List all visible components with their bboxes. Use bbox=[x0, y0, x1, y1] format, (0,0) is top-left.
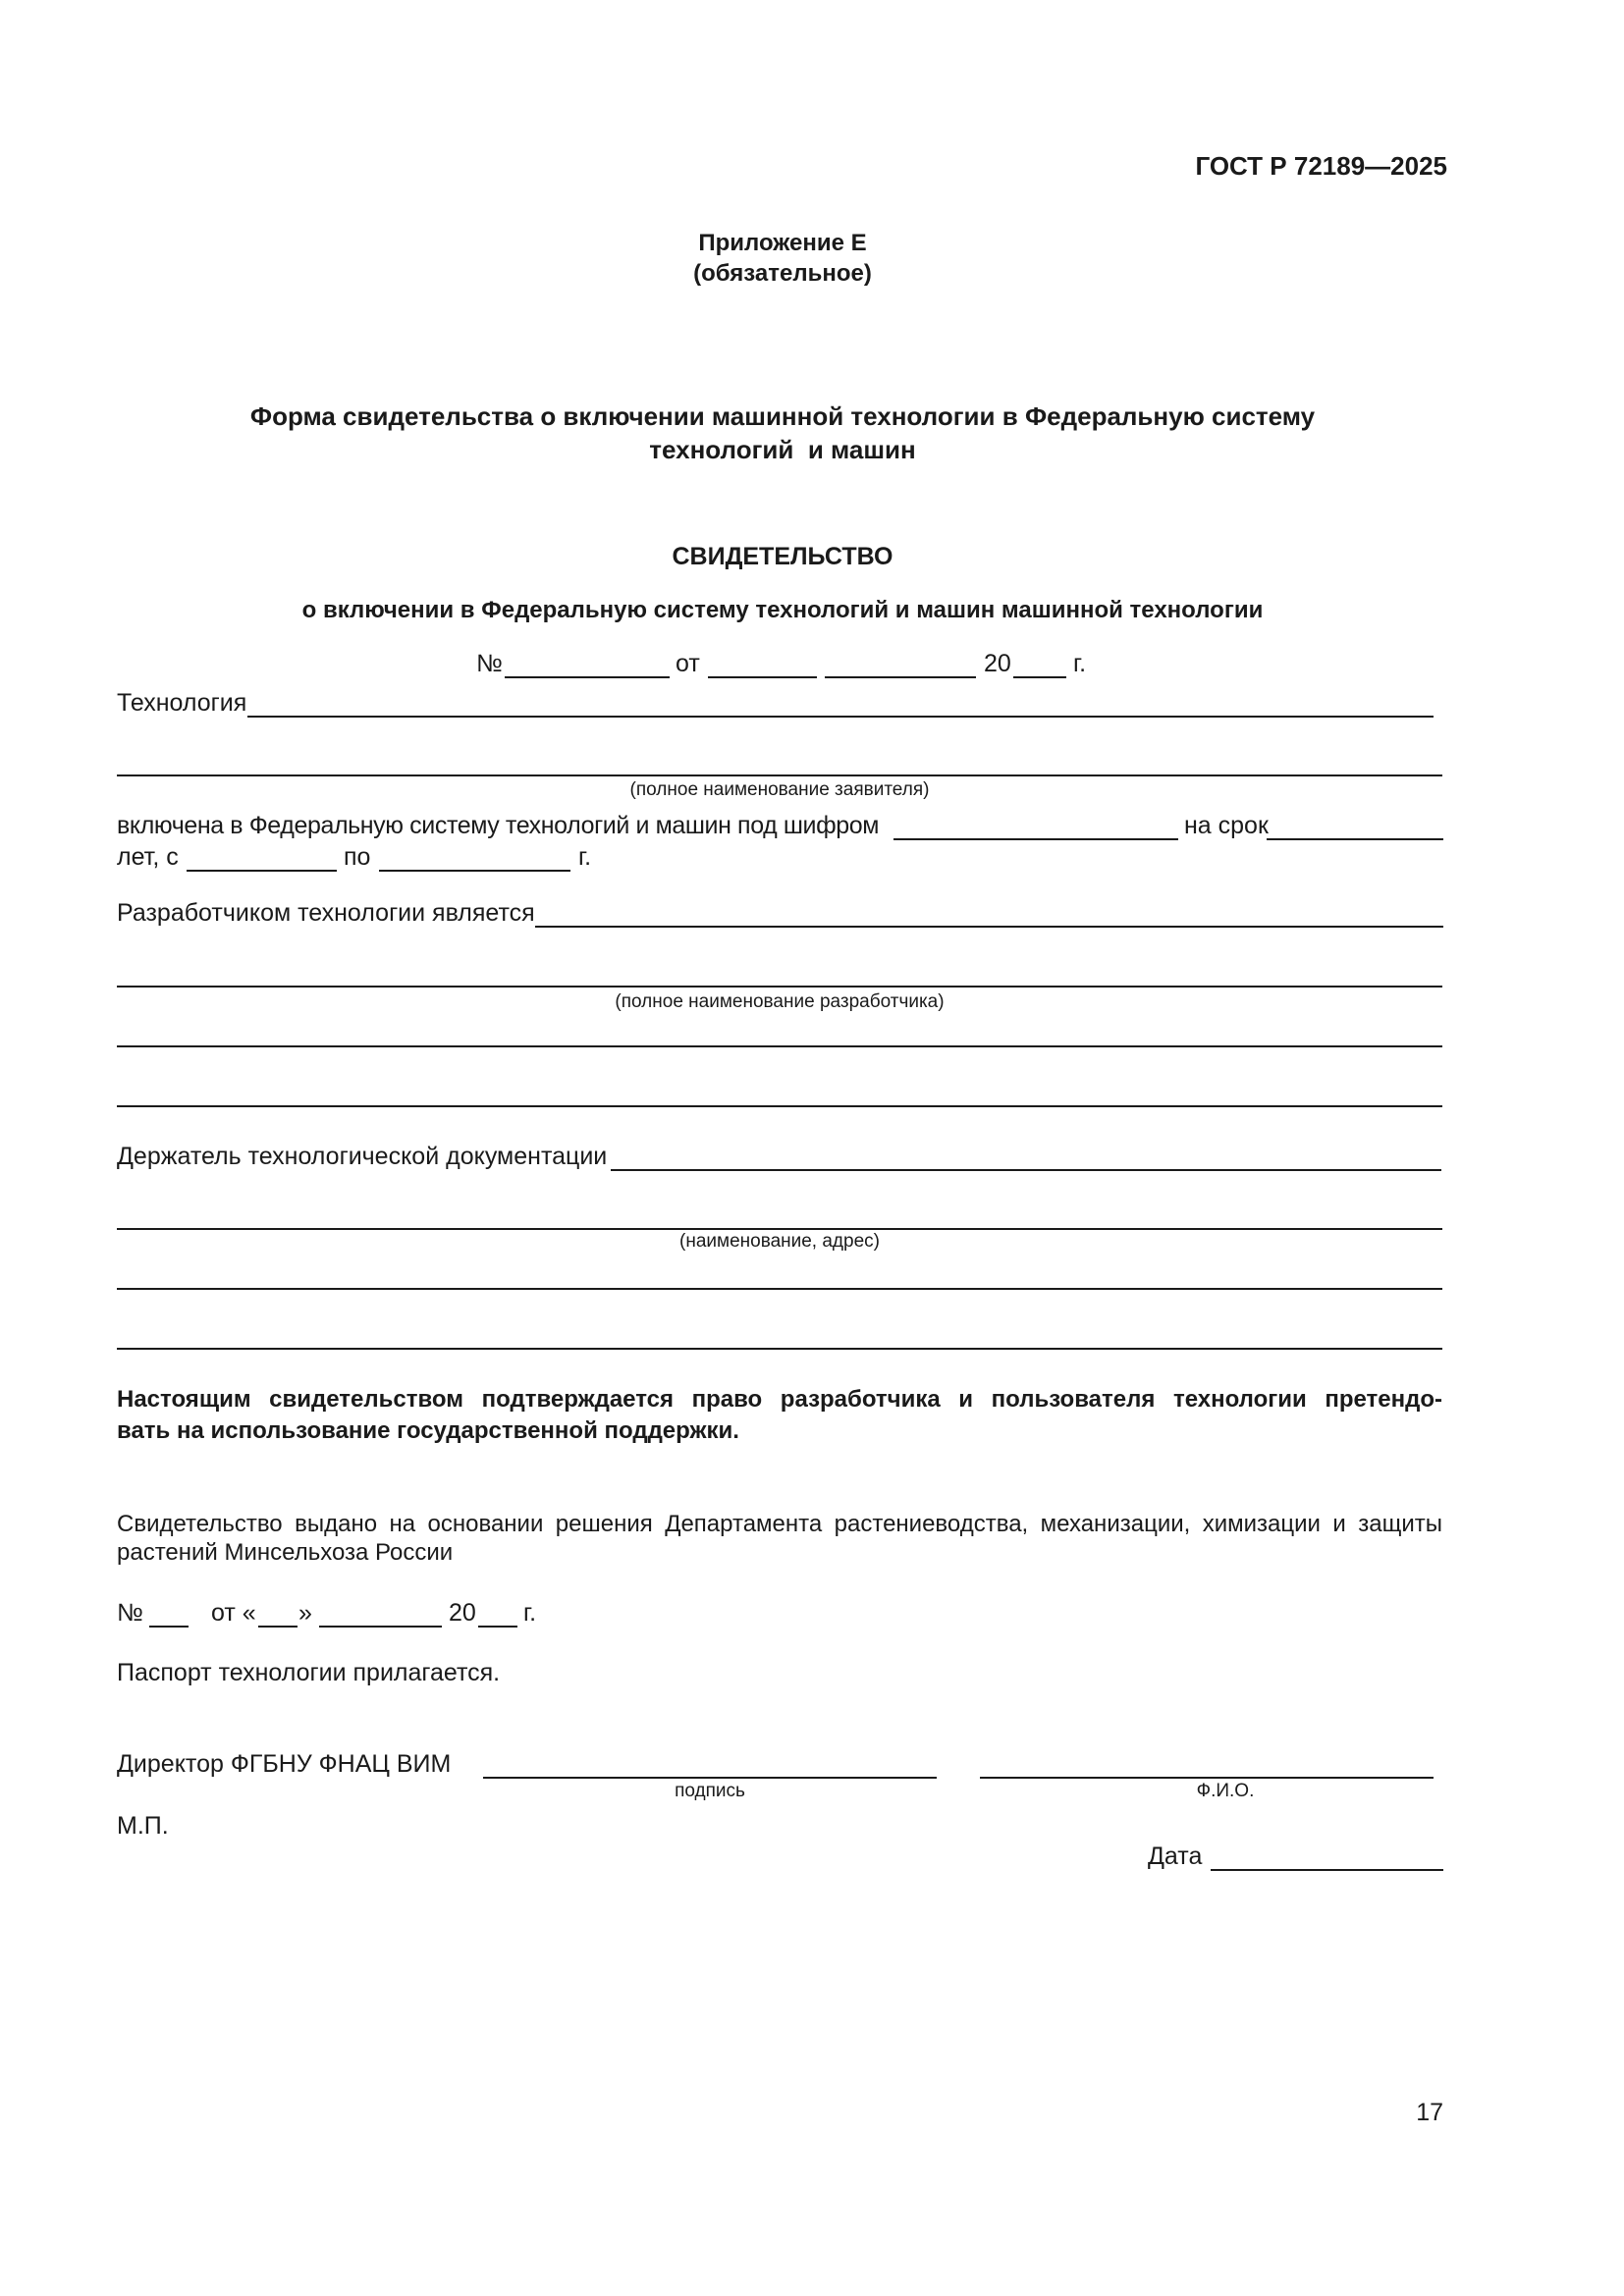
full-name-caption: Ф.И.О. bbox=[1196, 1781, 1255, 1801]
holder-field-line4[interactable] bbox=[117, 1348, 1442, 1350]
decision-number-field[interactable] bbox=[149, 1626, 189, 1628]
form-title-line1: Форма свидетельства о включении машинной технологии в Федеральную систему bbox=[249, 401, 1316, 431]
decision-year-prefix: 20 bbox=[449, 1599, 476, 1627]
holder-label: Держатель технологической документации bbox=[117, 1143, 608, 1170]
years-from-label: лет, с bbox=[117, 843, 179, 871]
cert-month-field[interactable] bbox=[825, 676, 976, 678]
decision-from-label: от « bbox=[211, 1599, 256, 1627]
technology-label: Технология bbox=[117, 689, 247, 717]
developer-field[interactable] bbox=[535, 926, 1443, 928]
term-field[interactable] bbox=[1267, 838, 1443, 840]
signature-caption: подпись bbox=[675, 1781, 745, 1801]
certificate-title: СВИДЕТЕЛЬСТВО bbox=[672, 543, 893, 570]
date-label: Дата bbox=[1148, 1842, 1203, 1870]
term-label: на срок bbox=[1184, 812, 1269, 839]
basis-line2: растений Минсельхоза России bbox=[117, 1539, 454, 1566]
developer-field-line2[interactable] bbox=[117, 986, 1442, 988]
cert-from-label: от bbox=[676, 650, 700, 677]
page-number: 17 bbox=[1416, 2099, 1443, 2126]
technology-field[interactable] bbox=[247, 716, 1434, 718]
standard-number: ГОСТ Р 72189—2025 bbox=[1195, 151, 1447, 181]
decision-year-suffix: г. bbox=[523, 1599, 537, 1627]
developer-field-line3[interactable] bbox=[117, 1045, 1442, 1047]
developer-caption: (полное наименование разработчика) bbox=[615, 991, 945, 1012]
seal-label: М.П. bbox=[117, 1812, 169, 1840]
term-start-field[interactable] bbox=[187, 870, 337, 872]
cipher-field[interactable] bbox=[893, 838, 1178, 840]
holder-caption: (наименование, адрес) bbox=[679, 1231, 880, 1252]
term-to-label: по bbox=[344, 843, 371, 871]
cert-number-field[interactable] bbox=[505, 676, 670, 678]
cert-year-field[interactable] bbox=[1013, 676, 1066, 678]
date-field[interactable] bbox=[1211, 1869, 1443, 1871]
director-label: Директор ФГБНУ ФНАЦ ВИМ bbox=[117, 1750, 452, 1778]
confirmation-line1: Настоящим свидетельством подтверждается право разработчика и пользователя технологии претендо- bbox=[117, 1386, 1442, 1413]
decision-number-label: № bbox=[117, 1599, 143, 1627]
cert-day-field[interactable] bbox=[708, 676, 817, 678]
developer-field-line4[interactable] bbox=[117, 1105, 1442, 1107]
cert-number-label: № bbox=[476, 650, 503, 677]
decision-year-field[interactable] bbox=[478, 1626, 517, 1628]
applicant-caption: (полное наименование заявителя) bbox=[629, 779, 930, 800]
signature-field[interactable] bbox=[483, 1777, 937, 1779]
holder-field[interactable] bbox=[611, 1169, 1441, 1171]
confirmation-line2: вать на использование государственной поддержки. bbox=[117, 1417, 739, 1444]
form-title-line2: технологий и машин bbox=[649, 435, 916, 464]
passport-text: Паспорт технологии прилагается. bbox=[117, 1659, 501, 1686]
certificate-subtitle: о включении в Федеральную систему технологий и машин машинной технологии bbox=[301, 597, 1264, 623]
holder-field-line3[interactable] bbox=[117, 1288, 1442, 1290]
term-end-field[interactable] bbox=[379, 870, 570, 872]
technology-field-line2[interactable] bbox=[117, 774, 1442, 776]
decision-day-field[interactable] bbox=[258, 1626, 298, 1628]
appendix-title: Приложение Е bbox=[698, 230, 867, 256]
cert-year-suffix: г. bbox=[1073, 650, 1087, 677]
inclusion-text: включена в Федеральную систему технологий и машин под шифром bbox=[117, 812, 880, 839]
basis-line1: Свидетельство выдано на основании решения Департамента растениеводства, механизации, химизации и защиты bbox=[117, 1511, 1442, 1537]
full-name-field[interactable] bbox=[980, 1777, 1434, 1779]
term-year-suffix: г. bbox=[578, 843, 592, 871]
decision-month-field[interactable] bbox=[319, 1626, 442, 1628]
appendix-status: (обязательное) bbox=[693, 260, 872, 287]
cert-year-prefix: 20 bbox=[984, 650, 1011, 677]
developer-label: Разработчиком технологии является bbox=[117, 899, 535, 927]
decision-quote-close: » bbox=[298, 1599, 312, 1627]
